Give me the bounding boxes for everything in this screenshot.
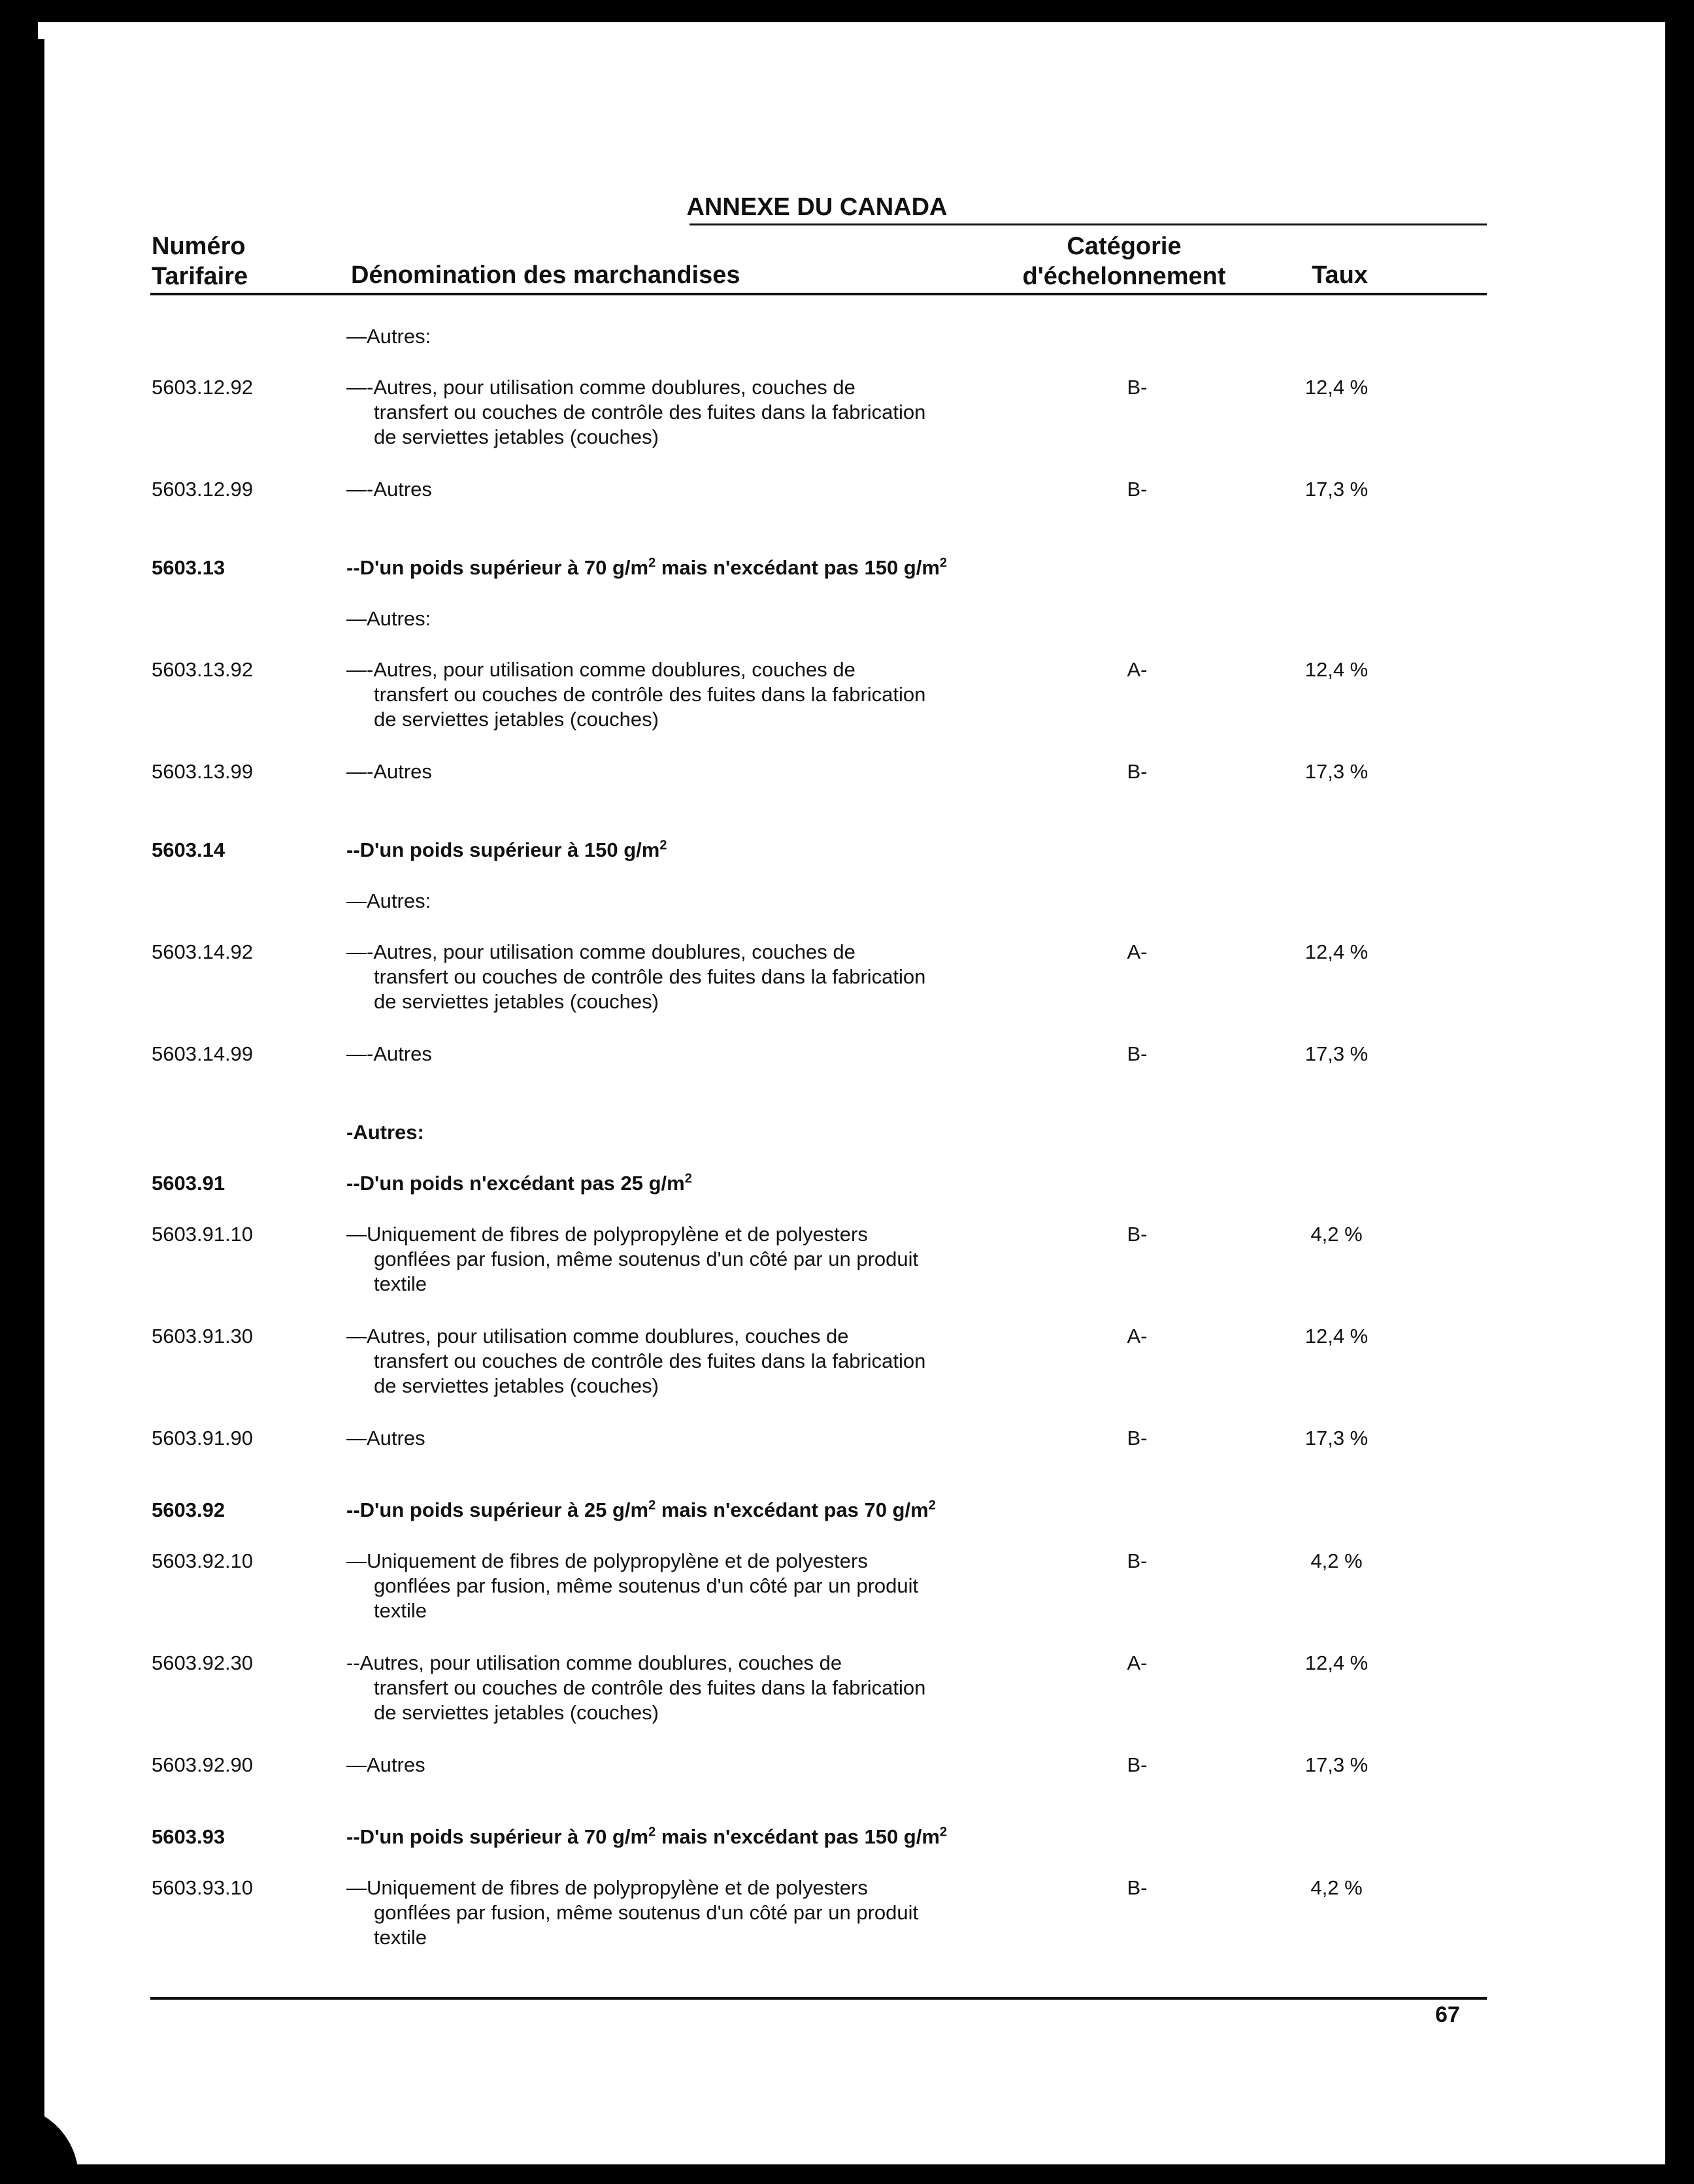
description-line: de serviettes jetables (couches) bbox=[374, 1374, 659, 1397]
description-line: de serviettes jetables (couches) bbox=[374, 990, 659, 1013]
description-line: de serviettes jetables (couches) bbox=[374, 425, 659, 448]
tariff-code: 5603.14.99 bbox=[152, 1042, 254, 1065]
rate: 4,2 % bbox=[1310, 1549, 1363, 1572]
tariff-code: 5603.92.10 bbox=[152, 1549, 254, 1572]
goods-description bbox=[346, 1222, 987, 1297]
description-line: —Autres: bbox=[346, 889, 431, 912]
superscript: 2 bbox=[648, 1825, 656, 1840]
superscript: 2 bbox=[648, 555, 656, 571]
staging-category: A- bbox=[1127, 658, 1148, 681]
goods-description bbox=[346, 375, 987, 450]
tariff-code: 5603.14 bbox=[152, 838, 225, 861]
goods-description bbox=[346, 759, 987, 784]
description-line: —-Autres bbox=[346, 760, 432, 783]
description-line: --Autres, pour utilisation comme doublures, couches de bbox=[346, 1651, 842, 1674]
rate: 17,3 % bbox=[1304, 1042, 1369, 1065]
description-line: gonflées par fusion, même soutenus d'un côté par un produit bbox=[374, 1901, 919, 1924]
description-line: --D'un poids n'excédant pas 25 $g/m^2$ bbox=[346, 1171, 692, 1195]
description-line: textile bbox=[374, 1599, 427, 1622]
rate: 17,3 % bbox=[1304, 478, 1369, 501]
description-line: —-Autres, pour utilisation comme doublures, couches de bbox=[346, 658, 855, 681]
staging-category: B- bbox=[1127, 1427, 1148, 1449]
description-line: gonflées par fusion, même soutenus d'un côté par un produit bbox=[374, 1248, 919, 1270]
staging-category: B- bbox=[1127, 1876, 1148, 1899]
staging-category: B- bbox=[1127, 1549, 1148, 1572]
tariff-code: 5603.13 bbox=[152, 556, 225, 579]
description-line: textile bbox=[374, 1926, 427, 1949]
description-line: —-Autres bbox=[346, 478, 432, 501]
staging-category: B- bbox=[1127, 1042, 1148, 1065]
staging-category: B- bbox=[1127, 1223, 1148, 1246]
tariff-code: 5603.12.99 bbox=[152, 478, 254, 501]
description-line: —-Autres bbox=[346, 1042, 432, 1065]
description-line: --D'un poids supérieur à 25 $g/m^2$ mais n'excédant pas 70 $g/m^2$ bbox=[346, 1498, 936, 1521]
description-line: —Autres: bbox=[346, 607, 431, 630]
rate: 4,2 % bbox=[1310, 1876, 1363, 1899]
rate: 12,4 % bbox=[1304, 940, 1369, 963]
description-line: —Uniquement de fibres de polypropylène et de polyesters bbox=[346, 1876, 868, 1899]
header-staging-category-line1: Catégorie bbox=[1067, 233, 1182, 260]
tariff-code: 5603.14.92 bbox=[152, 940, 254, 963]
staging-category: B- bbox=[1127, 376, 1148, 399]
staging-category: A- bbox=[1127, 1325, 1148, 1348]
goods-description bbox=[346, 657, 987, 732]
description-line: --D'un poids supérieur à 70 $g/m^2$ mais n'excédant pas 150 $g/m^2$ bbox=[346, 1825, 948, 1848]
staging-category: B- bbox=[1127, 478, 1148, 501]
superscript: 2 bbox=[659, 838, 667, 853]
staging-category: B- bbox=[1127, 760, 1148, 783]
tariff-code: 5603.92.90 bbox=[152, 1753, 254, 1776]
goods-description bbox=[346, 1651, 987, 1725]
page-title: ANNEXE DU CANADA bbox=[686, 193, 948, 221]
tariff-code: 5603.93 bbox=[152, 1825, 225, 1848]
rate: 12,4 % bbox=[1304, 658, 1369, 681]
description-line: gonflées par fusion, même soutenus d'un côté par un produit bbox=[374, 1574, 919, 1597]
description-line: transfert ou couches de contrôle des fuites dans la fabrication bbox=[374, 683, 926, 706]
superscript: 2 bbox=[928, 1498, 936, 1513]
description-line: --D'un poids supérieur à 150 $g/m^2$ bbox=[346, 838, 667, 861]
rate: 12,4 % bbox=[1304, 376, 1369, 399]
header-tariff-number-line1: Numéro bbox=[152, 233, 246, 260]
goods-description bbox=[346, 940, 987, 1014]
goods-description bbox=[346, 889, 987, 914]
description-line: —-Autres, pour utilisation comme doublures, couches de bbox=[346, 940, 855, 963]
header-tariff-number-line2: Tarifaire bbox=[152, 263, 248, 290]
goods-description bbox=[346, 1324, 987, 1398]
description-line: —Autres bbox=[346, 1753, 425, 1776]
description-line: de serviettes jetables (couches) bbox=[374, 708, 659, 731]
description-line: —Autres, pour utilisation comme doublures, couches de bbox=[346, 1325, 849, 1348]
description-line: —Uniquement de fibres de polypropylène et de polyesters bbox=[346, 1223, 868, 1246]
goods-description bbox=[346, 1549, 987, 1623]
rate: 12,4 % bbox=[1304, 1325, 1369, 1348]
tariff-code: 5603.93.10 bbox=[152, 1876, 254, 1899]
page-number: 67 bbox=[1435, 2002, 1460, 2027]
description-line: —Uniquement de fibres de polypropylène et de polyesters bbox=[346, 1549, 868, 1572]
goods-description bbox=[346, 1171, 987, 1196]
superscript: 2 bbox=[939, 1825, 948, 1840]
goods-description bbox=[346, 1825, 987, 1849]
rate: 4,2 % bbox=[1310, 1223, 1363, 1246]
goods-description bbox=[346, 477, 987, 502]
tariff-code: 5603.13.99 bbox=[152, 760, 254, 783]
goods-description bbox=[346, 606, 987, 631]
goods-description bbox=[346, 1042, 987, 1067]
tariff-code: 5603.92.30 bbox=[152, 1651, 254, 1674]
goods-description bbox=[346, 838, 987, 863]
staging-category: B- bbox=[1127, 1753, 1148, 1776]
description-line: —Autres bbox=[346, 1427, 425, 1449]
goods-description bbox=[346, 1426, 987, 1451]
tariff-code: 5603.13.92 bbox=[152, 658, 254, 681]
header-description: Dénomination des marchandises bbox=[351, 261, 740, 289]
tariff-code: 5603.12.92 bbox=[152, 376, 254, 399]
goods-description bbox=[346, 1876, 987, 1950]
goods-description bbox=[346, 1498, 987, 1523]
tariff-code: 5603.91.10 bbox=[152, 1223, 254, 1246]
rate: 17,3 % bbox=[1304, 760, 1369, 783]
tariff-code: 5603.91.90 bbox=[152, 1427, 254, 1449]
footer-rule bbox=[150, 1997, 1487, 2000]
tariff-code: 5603.91 bbox=[152, 1172, 225, 1195]
description-line: -Autres: bbox=[346, 1121, 424, 1144]
description-line: de serviettes jetables (couches) bbox=[374, 1701, 659, 1724]
staging-category: A- bbox=[1127, 1651, 1148, 1674]
description-line: --D'un poids supérieur à 70 $g/m^2$ mais n'excédant pas 150 $g/m^2$ bbox=[346, 555, 948, 579]
goods-description bbox=[346, 324, 987, 349]
description-line: transfert ou couches de contrôle des fuites dans la fabrication bbox=[374, 1676, 926, 1699]
superscript: 2 bbox=[684, 1171, 692, 1186]
superscript: 2 bbox=[939, 555, 948, 571]
goods-description bbox=[346, 555, 987, 580]
tariff-code: 5603.92 bbox=[152, 1498, 225, 1521]
rate: 17,3 % bbox=[1304, 1753, 1369, 1776]
tariff-code: 5603.91.30 bbox=[152, 1325, 254, 1348]
staging-category: A- bbox=[1127, 940, 1148, 963]
rate: 17,3 % bbox=[1304, 1427, 1369, 1449]
description-line: textile bbox=[374, 1272, 427, 1295]
header-rate: Taux bbox=[1312, 261, 1368, 289]
goods-description bbox=[346, 1120, 987, 1145]
superscript: 2 bbox=[648, 1498, 656, 1513]
rate: 12,4 % bbox=[1304, 1651, 1369, 1674]
description-line: transfert ou couches de contrôle des fuites dans la fabrication bbox=[374, 965, 926, 988]
description-line: transfert ou couches de contrôle des fuites dans la fabrication bbox=[374, 1349, 926, 1372]
description-line: —Autres: bbox=[346, 325, 431, 348]
header-staging-category-line2: d'échelonnement bbox=[1022, 263, 1226, 290]
description-line: —-Autres, pour utilisation comme doublures, couches de bbox=[346, 376, 855, 399]
description-line: transfert ou couches de contrôle des fuites dans la fabrication bbox=[374, 401, 926, 423]
goods-description bbox=[346, 1753, 987, 1778]
